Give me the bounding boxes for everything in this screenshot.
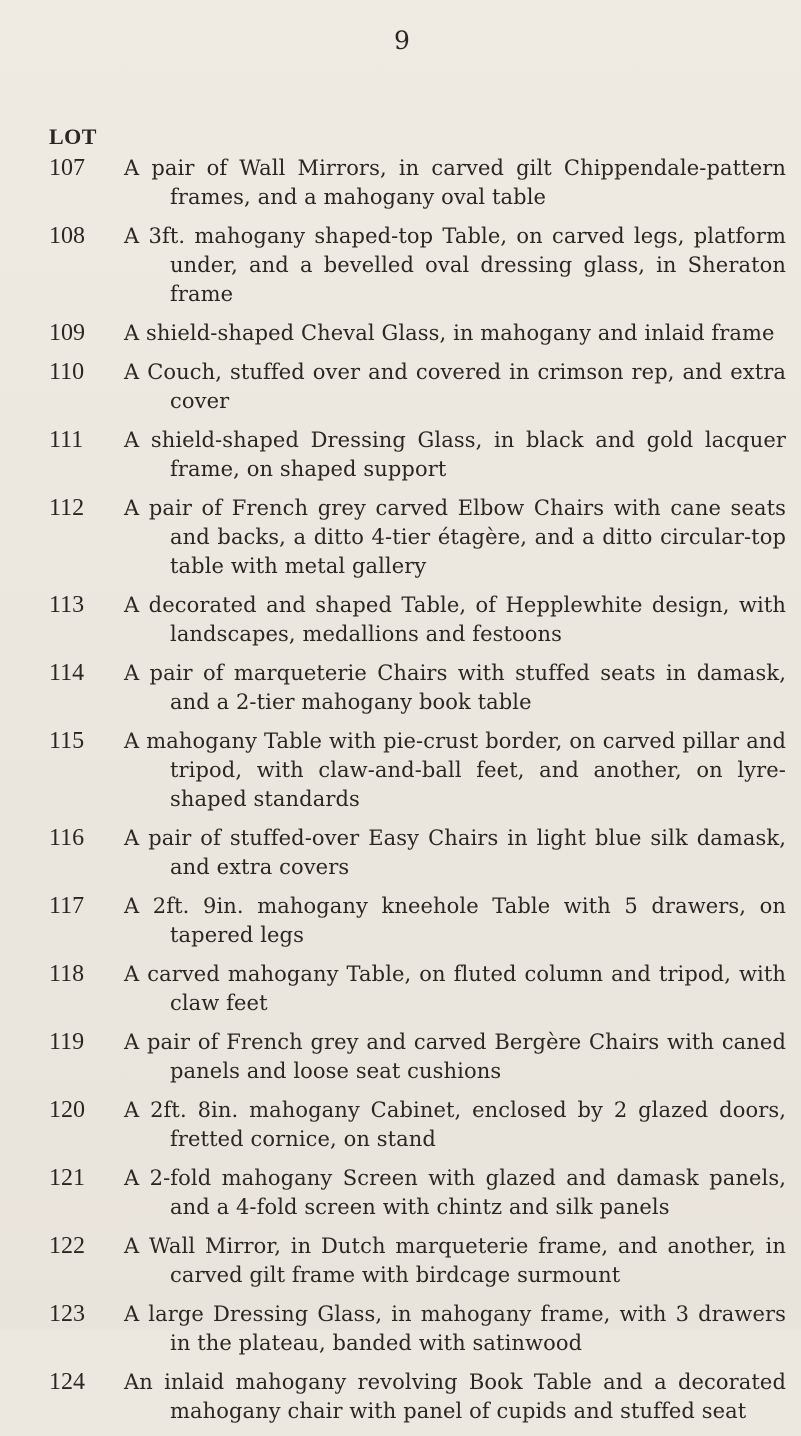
lot-number: 110 [49,359,85,385]
lot-number: 111 [49,427,84,453]
lot-entry [0,1164,801,1222]
lot-description: A pair of Wall Mirrors, in carved gilt Chippendale-pattern frames, and a mahogany oval table [124,156,786,209]
lot-number: 107 [49,155,85,181]
lot-description: A 2ft. 9in. mahogany kneehole Table with 5 drawers, on tapered legs [124,894,786,947]
lot-description: A shield-shaped Cheval Glass, in mahogany and inlaid frame [124,321,775,345]
lot-entry [0,494,801,581]
lot-description: An inlaid mahogany revolving Book Table and a decorated mahogany chair with panel of cupids and stuffed seat [124,1370,786,1423]
lot-number: 119 [49,1029,85,1055]
lot-entry [0,1232,801,1290]
lot-description: A pair of French grey and carved Bergère Chairs with caned panels and loose seat cushions [124,1030,786,1083]
lot-entry [0,960,801,1018]
lot-entry [0,659,801,717]
lot-description: A pair of marqueterie Chairs with stuffed seats in damask, and a 2-tier mahogany book table [124,661,786,714]
lot-description: A shield-shaped Dressing Glass, in black and gold lacquer frame, on shaped support [124,428,786,481]
lot-number: 109 [49,320,85,346]
lot-entry [0,1368,801,1426]
lot-entry [0,154,801,212]
lot-description: A large Dressing Glass, in mahogany frame, with 3 drawers in the plateau, banded with satinwood [124,1302,786,1355]
lot-entry [0,824,801,882]
lot-number: 108 [49,223,85,249]
lot-entry [0,1028,801,1086]
page-number: 9 [394,26,410,55]
lot-number: 124 [49,1369,85,1395]
lot-description: A carved mahogany Table, on fluted column and tripod, with claw feet [124,962,786,1015]
lot-description: A Wall Mirror, in Dutch marqueterie frame, and another, in carved gilt frame with birdcage surmount [124,1234,786,1287]
lot-description: A 2ft. 8in. mahogany Cabinet, enclosed by 2 glazed doors, fretted cornice, on stand [124,1098,786,1151]
lot-entry [0,1300,801,1358]
lot-number: 112 [49,495,85,521]
lot-entry [0,727,801,814]
lot-entry [0,222,801,309]
lot-list [0,154,801,1436]
lot-number: 113 [49,592,85,618]
lot-column-heading: LOT [49,124,97,149]
lot-number: 116 [49,825,85,851]
lot-description: A mahogany Table with pie-crust border, on carved pillar and tripod, with claw-and-ball feet, and another, on lyre-shaped standards [124,729,786,811]
lot-entry [0,426,801,484]
lot-number: 118 [49,961,85,987]
lot-entry [0,319,801,348]
lot-description: A pair of stuffed-over Easy Chairs in light blue silk damask, and extra covers [124,826,786,879]
lot-description: A 2-fold mahogany Screen with glazed and damask panels, and a 4-fold screen with chintz and silk panels [124,1166,786,1219]
lot-number: 115 [49,728,85,754]
lot-entry [0,1096,801,1154]
lot-number: 114 [49,660,85,686]
lot-entry [0,892,801,950]
lot-entry [0,358,801,416]
lot-number: 120 [49,1097,85,1123]
lot-description: A 3ft. mahogany shaped-top Table, on carved legs, platform under, and a bevelled oval dressing glass, in Sheraton frame [124,224,786,306]
lot-description: A decorated and shaped Table, of Hepplewhite design, with landscapes, medallions and festoons [124,593,786,646]
lot-number: 123 [49,1301,85,1327]
lot-entry [0,591,801,649]
lot-description: A Couch, stuffed over and covered in crimson rep, and extra cover [124,360,786,413]
lot-number: 117 [49,893,85,919]
lot-description: A pair of French grey carved Elbow Chairs with cane seats and backs, a ditto 4-tier étagère, and a ditto circular-top table with metal gallery [124,496,786,578]
lot-number: 122 [49,1233,85,1259]
lot-number: 121 [49,1165,85,1191]
